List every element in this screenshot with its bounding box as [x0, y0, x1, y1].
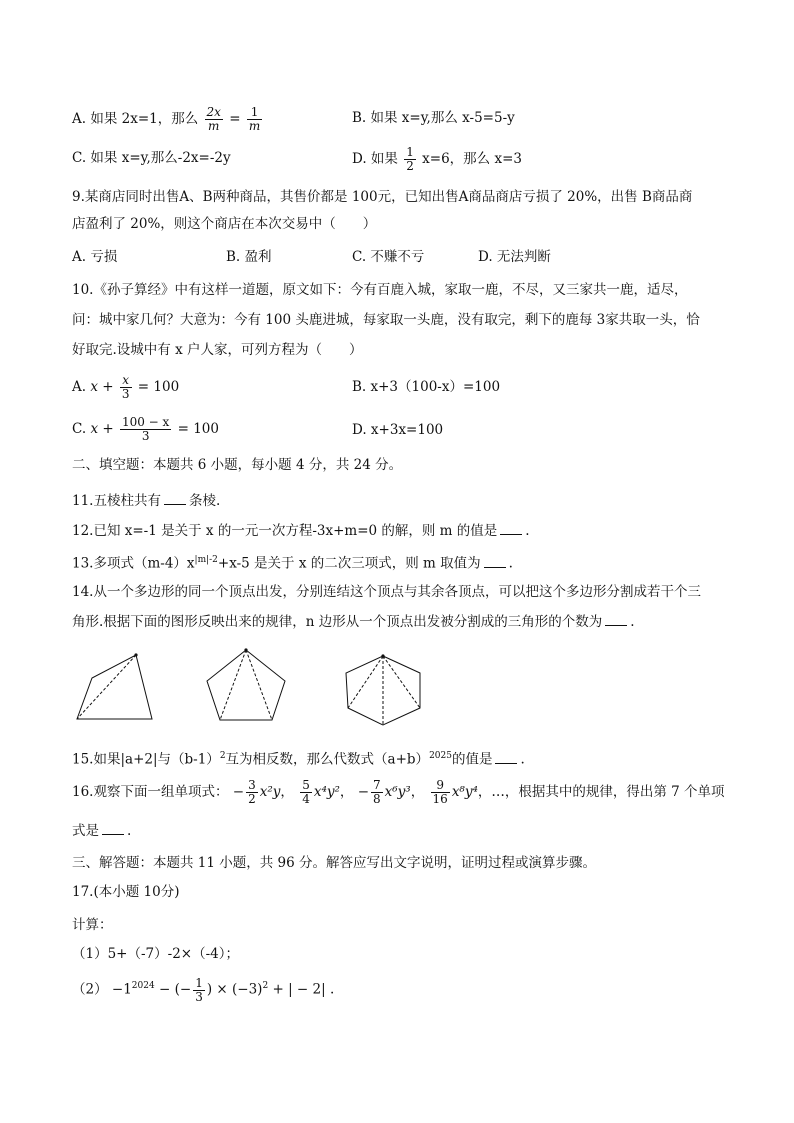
fraction: $\frac{5}{4}$: [302, 778, 310, 806]
q9-stem-line1: 9.某商店同时出售A、B两种商品，其售价都是 100元，已知出售A商品商店亏损了 20%，出售 B商品商: [72, 189, 693, 205]
math-text: = 100: [137, 379, 180, 395]
fraction: $\frac{2x}{m}$: [206, 105, 221, 133]
monomial: x²y: [259, 784, 281, 800]
option-label: A.: [72, 379, 87, 395]
q11-text: 11.五棱柱共有: [72, 493, 161, 509]
q9-option-a[interactable]: A. 亏损: [72, 249, 118, 265]
answer-blank[interactable]: [500, 520, 522, 535]
q10-stem-line2: 问：城中家几何？大意为：今有 100 头鹿进城，每家取一头鹿，没有取完，剩下的鹿每 3家共取一头，恰: [72, 312, 700, 328]
q14-text: 角形.根据下面的图形反映出来的规律，n 边形从一个顶点出发被分割成的三角形的个数为: [72, 614, 603, 630]
q9-option-b[interactable]: B. 盈利: [226, 249, 272, 265]
q8-option-d[interactable]: [352, 146, 522, 173]
fraction: $\frac{1}{3}$: [195, 975, 203, 1004]
q17-part1: （1）5+（-7）-2×（-4）；: [72, 946, 240, 962]
q15-text-mid: 互为相反数，那么代数式（a+b）: [225, 751, 430, 768]
hexagon-diagonal: [383, 656, 420, 708]
vertex-dot: [244, 648, 247, 651]
fraction: $\frac{1}{2}$: [406, 145, 414, 173]
q15-text: 15.如果|a+2|与（b-1）: [72, 751, 220, 768]
q10-stem-line3: 好取完.设城中有 x 户人家，可列方程为（ ）: [72, 342, 363, 358]
q13-text: 13.多项式（m-4）x: [72, 555, 195, 572]
q14-text-end: .: [630, 614, 635, 630]
q10-option-c[interactable]: [72, 416, 219, 443]
q15-text-end: .: [520, 751, 525, 768]
fraction: $\frac{100 - x}{3}$: [121, 415, 170, 443]
q8-option-c[interactable]: C. 如果 x=y,那么-2x=-2y: [72, 150, 231, 166]
exponent: |m|-2: [194, 555, 218, 565]
q11-text-end: 条棱.: [188, 493, 221, 509]
option-label: C.: [72, 421, 87, 437]
math-text: + | − 2| .: [272, 981, 335, 998]
sign: −: [357, 784, 370, 800]
q13-text-end: .: [508, 555, 513, 572]
q16-line2: [72, 820, 131, 841]
equals-sign: =: [229, 111, 241, 127]
q15: [72, 746, 525, 770]
fraction: $\frac{1}{m}$: [248, 105, 261, 133]
part-label: （2）: [72, 981, 108, 998]
answer-blank[interactable]: [164, 490, 186, 505]
q8-option-b[interactable]: B. 如果 x=y,那么 x-5=5-y: [352, 110, 515, 126]
q9-stem-line2: 店盈利了 20%，则这个商店在本次交易中（ ）: [72, 216, 377, 232]
q16-text: 16.观察下面一组单项式：: [72, 784, 229, 800]
q9-option-c[interactable]: C. 不赚不亏: [352, 249, 425, 265]
fraction: $\frac{9}{16}$: [432, 778, 448, 806]
math-text: x +: [90, 379, 114, 395]
math-text: x +: [90, 421, 114, 437]
section-3-title: 三、解答题：本题共 11 小题，共 96 分。解答应写出文字说明，证明过程或演算步骤。: [72, 855, 597, 871]
math-text: = 100: [177, 421, 219, 437]
exponent: 2024: [131, 981, 155, 991]
q8-option-d-rest: x=6，那么 x=3: [422, 151, 522, 167]
math-text: − (−: [159, 981, 192, 998]
q14-stem-line1: 14.从一个多边形的同一个顶点出发，分别连结这个顶点与其余各顶点，可以把这个多边形分割成若干个三: [72, 584, 701, 600]
exponent: 2025: [429, 751, 452, 761]
quadrilateral-figure: [77, 655, 152, 719]
fraction: $\frac{x}{3}$: [121, 373, 130, 401]
q17-header: 17.(本小题 10分): [72, 884, 180, 900]
fraction: $\frac{7}{8}$: [373, 778, 381, 806]
sign: −: [232, 784, 245, 800]
vertex-dot: [134, 653, 137, 656]
q14-stem-line2: [72, 611, 635, 632]
q12: [72, 520, 530, 541]
monomial: x⁸y⁴: [451, 784, 478, 800]
q8-option-a[interactable]: [72, 106, 264, 133]
section-2-title: 二、填空题：本题共 6 小题，每小题 4 分，共 24 分。: [72, 457, 403, 473]
monomial: x⁶y³: [384, 784, 411, 800]
q12-text: 12.已知 x=-1 是关于 x 的一元一次方程-3x+m=0 的解，则 m 的值是: [72, 523, 498, 539]
q12-text-end: .: [525, 523, 530, 539]
answer-blank[interactable]: [102, 820, 124, 835]
q13-text-mid: +x-5 是关于 x 的二次三项式，则 m 取值为: [217, 555, 481, 572]
q17-calc-label: 计算：: [72, 917, 113, 933]
fraction: $\frac{3}{2}$: [248, 778, 256, 806]
q13: [72, 550, 513, 574]
exponent: 2: [262, 981, 269, 991]
exponent: 2: [219, 751, 226, 761]
q16-text: 式是: [72, 823, 99, 839]
q9-option-d[interactable]: D. 无法判断: [478, 249, 551, 265]
q10-stem-line1: 10.《孙子算经》中有这样一道题，原文如下：今有百鹿入城，家取一鹿，不尽，又三家共一鹿，适尽，: [72, 282, 688, 298]
q11: [72, 490, 220, 511]
q10-option-d[interactable]: D. x+3x=100: [352, 422, 444, 438]
answer-blank[interactable]: [484, 553, 506, 568]
vertex-dot: [381, 654, 384, 657]
q16-line1: 16.观察下面一组单项式： − $\frac{3}{2}$ x²y， $\frac{5}{4}$ x⁴y²， − $\frac{7}{8}$ x⁶y³， $\frac{9}{16}$ x⁸y⁴，…，根据其中的规律，得出第 7 个单项: [72, 778, 725, 806]
math-text: −1: [111, 981, 132, 998]
math-text: ) × (−3): [206, 981, 263, 998]
pentagon-figure: [207, 650, 285, 720]
q10-option-a[interactable]: [72, 374, 179, 401]
q16-text-end: ，…，根据其中的规律，得出第 7 个单项: [477, 784, 725, 800]
monomial: x⁴y²: [313, 784, 340, 800]
q8-option-a-text: A. 如果 2x=1，那么: [72, 111, 199, 127]
q16-text-end: .: [127, 823, 132, 839]
polygon-diagrams: [70, 645, 450, 730]
q17-part2: [72, 976, 334, 1004]
answer-blank[interactable]: [605, 611, 627, 626]
q10-option-b[interactable]: B. x+3（100-x）=100: [352, 379, 501, 395]
q15-text-mid2: 的值是: [451, 751, 493, 768]
quadrilateral-diagonal: [77, 655, 136, 719]
q8-option-d-text: D. 如果: [352, 151, 398, 167]
answer-blank[interactable]: [495, 749, 517, 764]
